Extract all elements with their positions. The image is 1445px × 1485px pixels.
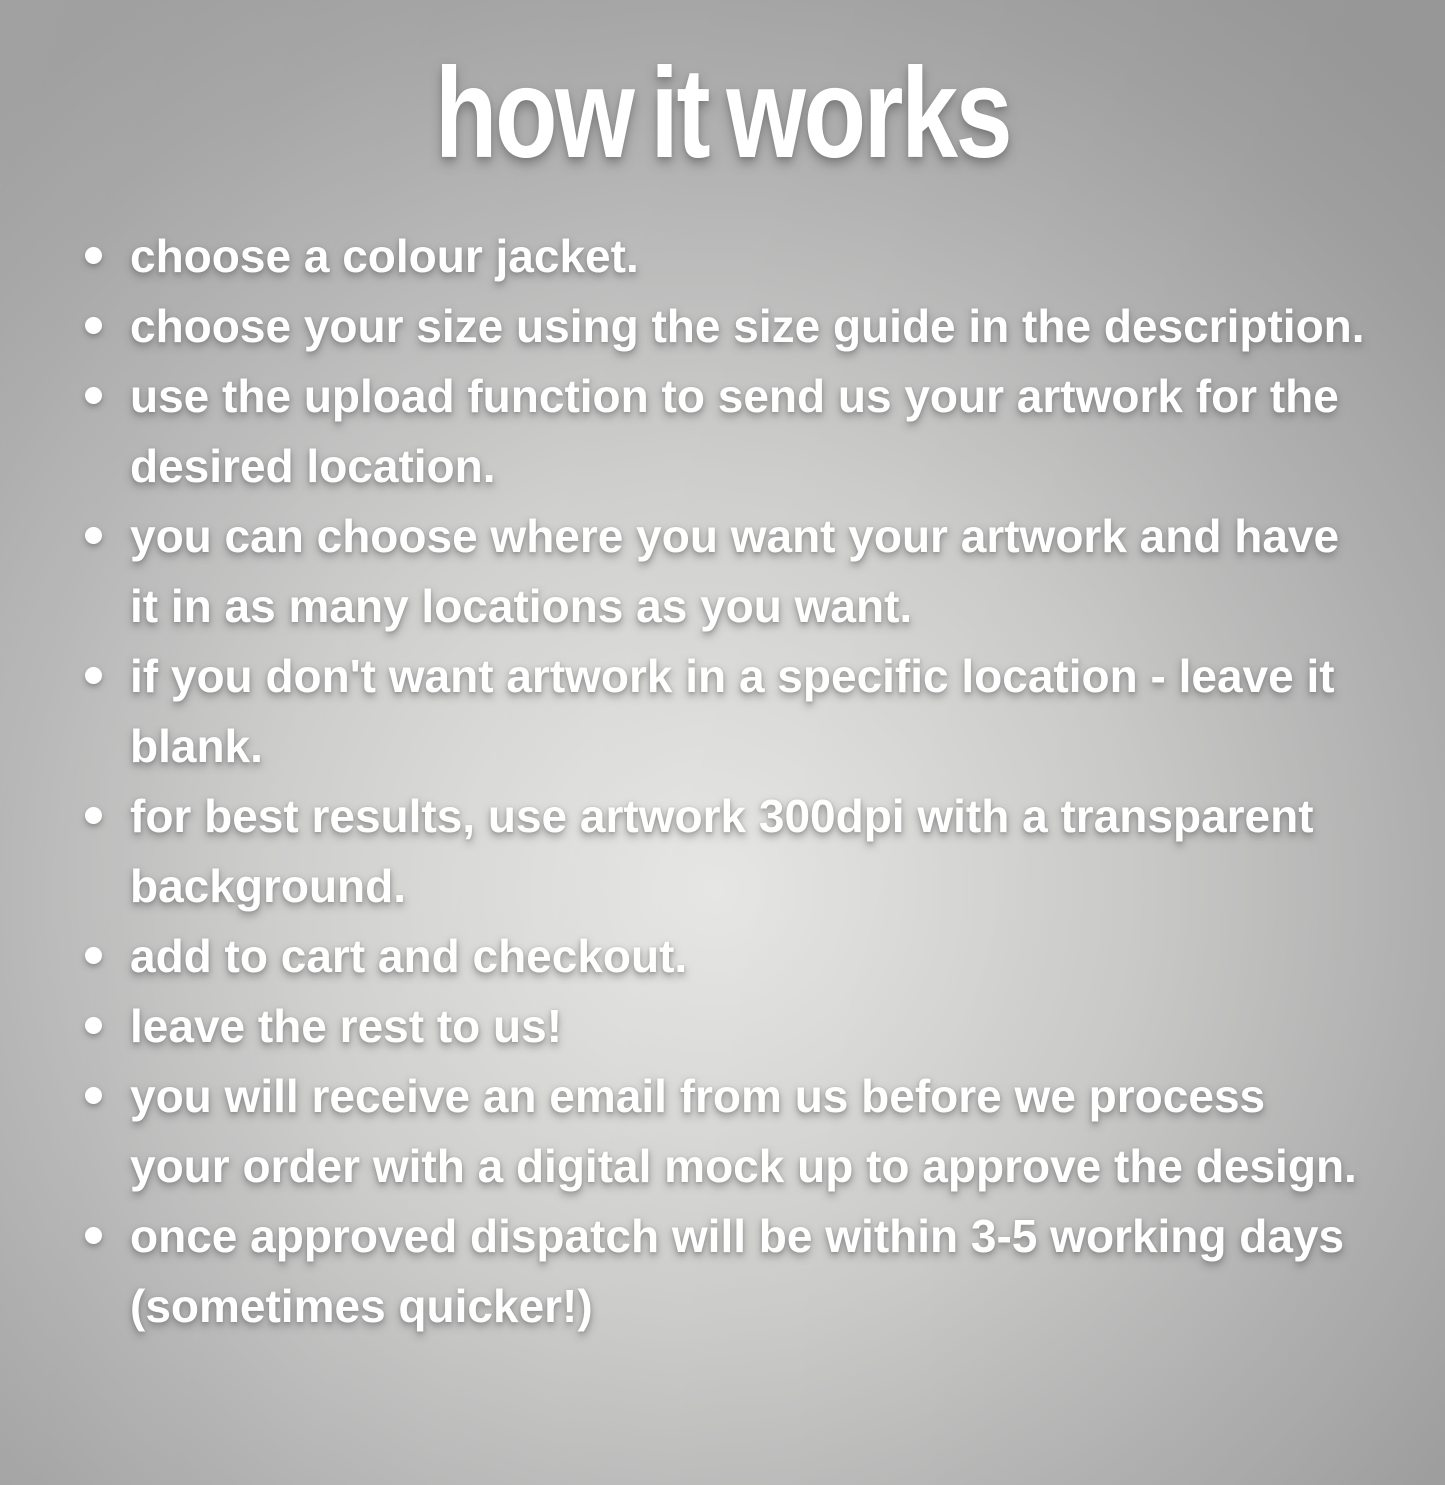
bullet-icon: [85, 317, 102, 334]
list-item-text: you will receive an email from us before we process your order with a digital mock up to approve the design.: [130, 1070, 1357, 1193]
bullet-icon: [85, 247, 102, 264]
list-item: [82, 781, 1375, 921]
bullet-icon: [85, 667, 102, 684]
bullet-icon: [85, 1087, 102, 1104]
steps-list: [82, 221, 1375, 1341]
bullet-icon: [85, 1017, 102, 1034]
list-item-text: choose your size using the size guide in the description.: [130, 300, 1365, 353]
list-item: [82, 1201, 1375, 1341]
list-item: [82, 921, 1375, 991]
page-title: how it works: [434, 42, 1011, 185]
list-item-text: add to cart and checkout.: [130, 930, 688, 983]
list-item: [82, 291, 1375, 361]
list-item-text: for best results, use artwork 300dpi with a transparent background.: [130, 790, 1314, 913]
list-item: [82, 1061, 1375, 1201]
list-item: [82, 221, 1375, 291]
list-item-text: choose a colour jacket.: [130, 230, 639, 283]
bullet-icon: [85, 947, 102, 964]
list-item: [82, 641, 1375, 781]
list-item-text: leave the rest to us!: [130, 1000, 563, 1053]
bullet-icon: [85, 387, 102, 404]
list-item-text: use the upload function to send us your artwork for the desired location.: [130, 370, 1339, 493]
list-item: [82, 991, 1375, 1061]
bullet-icon: [85, 1227, 102, 1244]
bullet-icon: [85, 527, 102, 544]
list-item: [82, 501, 1375, 641]
list-item-text: once approved dispatch will be within 3-5 working days (sometimes quicker!): [130, 1210, 1345, 1333]
list-item: [82, 361, 1375, 501]
list-item-text: you can choose where you want your artwork and have it in as many locations as you want.: [130, 510, 1340, 633]
list-item-text: if you don't want artwork in a specific location - leave it blank.: [130, 650, 1335, 773]
bullet-icon: [85, 807, 102, 824]
